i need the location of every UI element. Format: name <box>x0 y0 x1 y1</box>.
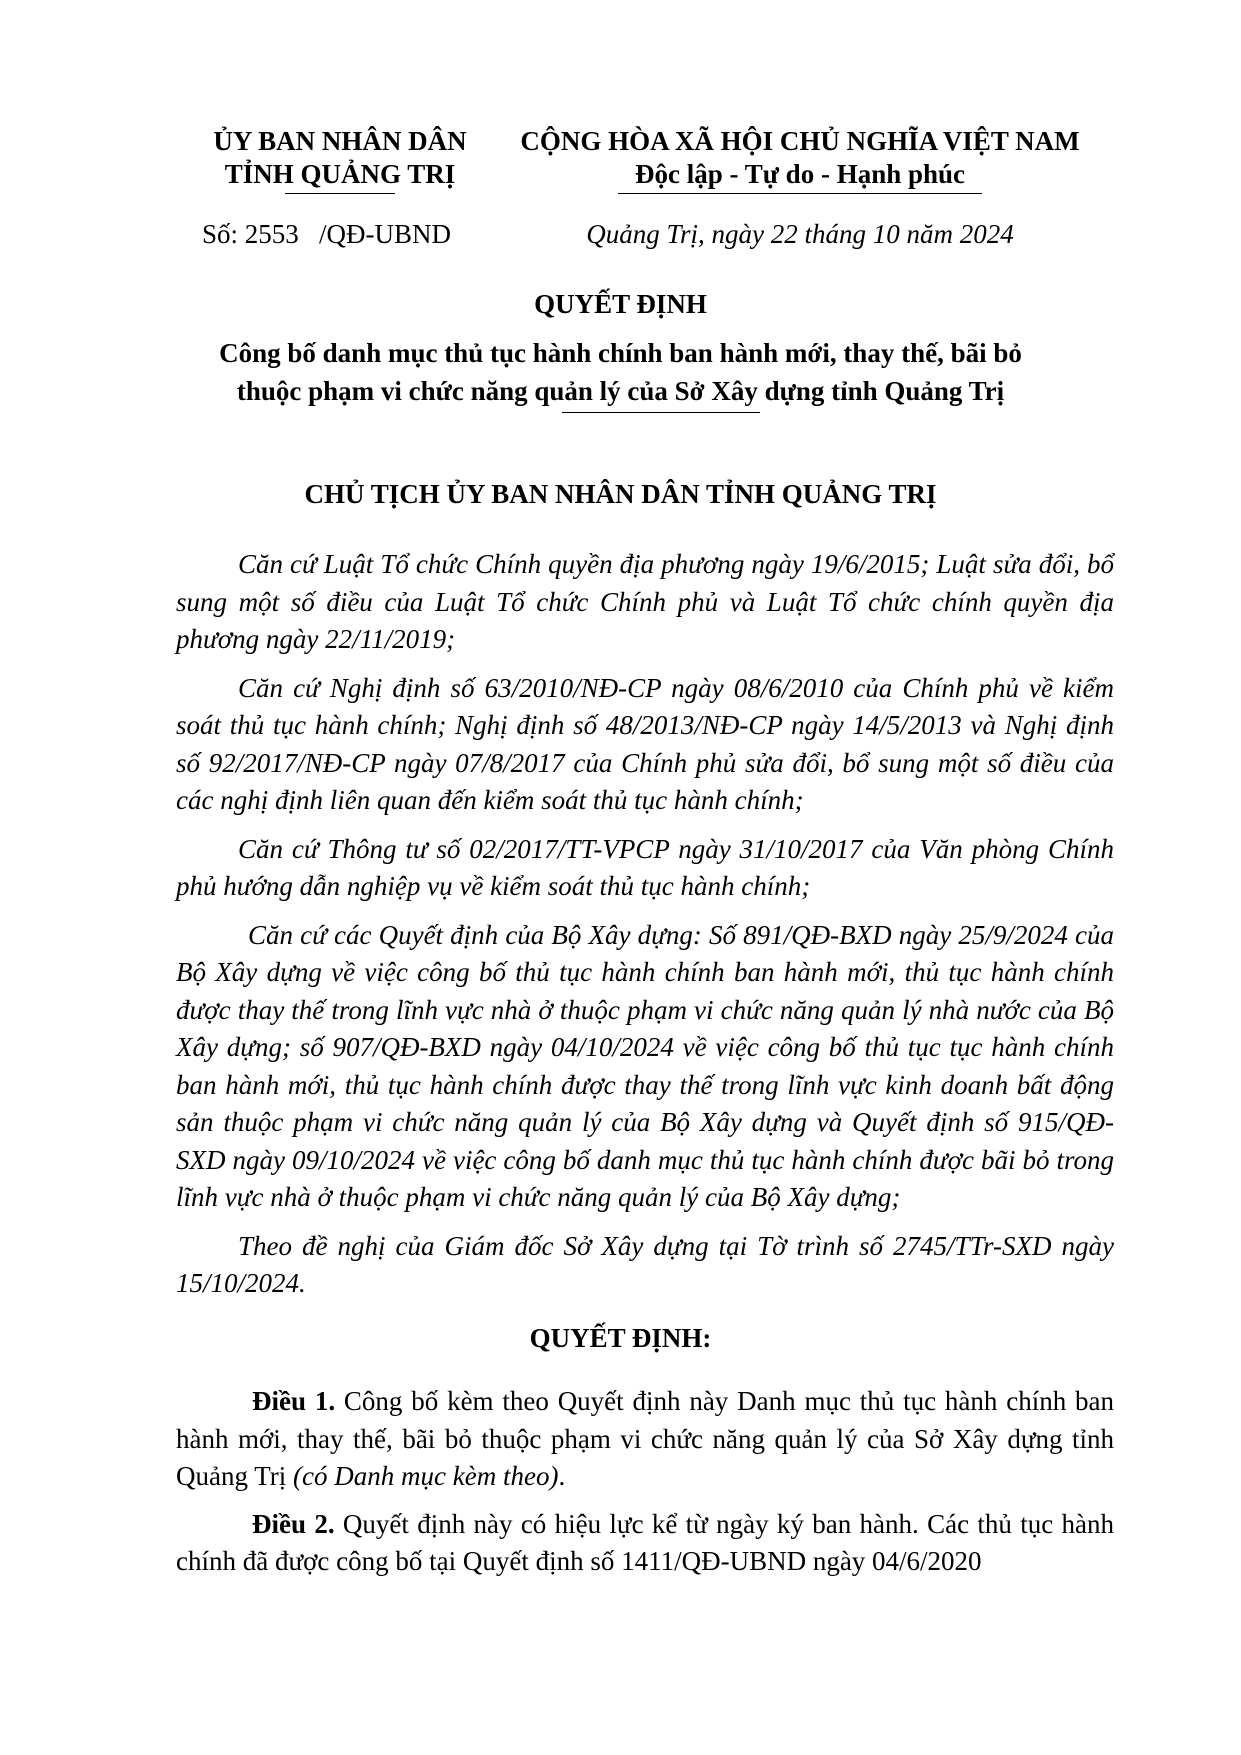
article-note: (có Danh mục kèm theo) <box>293 1461 559 1491</box>
preamble-paragraph: Căn cứ Thông tư số 02/2017/TT-VPCP ngày 31/10/2017 của Văn phòng Chính phủ hướng dẫn nghiệp vụ về kiểm soát thủ tục hành chính; <box>176 833 1114 901</box>
document-subtitle <box>150 334 1091 410</box>
preamble <box>176 546 1114 1314</box>
article-label: Điều 1. <box>252 1386 336 1416</box>
article-text: Quyết định này có hiệu lực kể từ ngày ký ban hành. Các thủ tục hành chính đã được công bố tại Quyết định số 1411/QĐ-UBND ngày 04/6/2020 <box>176 1508 1115 1576</box>
document-title: QUYẾT ĐỊNH <box>534 289 707 319</box>
national-motto-block <box>520 125 1080 194</box>
issuing-authority-block <box>190 125 490 194</box>
preamble-paragraph: Theo đề nghị của Giám đốc Sở Xây dựng tại Tờ trình số 2745/TTr-SXD ngày 15/10/2024. <box>176 1230 1114 1298</box>
national-motto: Độc lập - Tự do - Hạnh phúc <box>634 159 966 189</box>
document-number: Số: 2553 /QĐ-UBND <box>202 219 452 249</box>
article-1 <box>176 1383 1114 1496</box>
article-tail: . <box>558 1461 566 1491</box>
issuing-authority-line2: TỈNH QUẢNG TRỊ <box>224 159 456 189</box>
article-label: Điều 2. <box>252 1508 335 1539</box>
subtitle-line2: thuộc phạm vi chức năng quản lý của Sở Xây dựng tỉnh Quảng Trị <box>236 376 1005 406</box>
authority-heading: CHỦ TỊCH ỦY BAN NHÂN DÂN TỈNH QUẢNG TRỊ <box>304 479 937 509</box>
preamble-paragraph: Căn cứ Luật Tổ chức Chính quyền địa phương ngày 19/6/2015; Luật sửa đổi, bổ sung một số điều của Luật Tổ chức Chính phủ và Luật Tổ chức chính quyền địa phương ngày 22/11/2019; <box>176 549 1114 654</box>
issuing-authority-underline <box>285 193 395 194</box>
subtitle-underline <box>562 412 760 413</box>
subtitle-line1: Công bố danh mục thủ tục hành chính ban hành mới, thay thế, bãi bỏ <box>219 338 1022 368</box>
decides-heading: QUYẾT ĐỊNH: <box>529 1323 712 1353</box>
preamble-paragraph: Căn cứ Nghị định số 63/2010/NĐ-CP ngày 08/6/2010 của Chính phủ về kiểm soát thủ tục hành chính; Nghị định số 48/2013/NĐ-CP ngày 14/5/2013 và Nghị định số 92/2017/NĐ-CP ngày 07/8/2017 của Chính phủ sửa đổi, bổ sung một số điều của các nghị định liên quan đến kiểm soát thủ tục hành chính; <box>176 672 1114 815</box>
national-motto-underline <box>618 193 982 194</box>
national-name: CỘNG HÒA XÃ HỘI CHỦ NGHĨA VIỆT NAM <box>520 126 1080 156</box>
article-2 <box>176 1506 1114 1581</box>
issuing-authority-line1: ỦY BAN NHÂN DÂN <box>213 126 467 156</box>
article-text: Công bố kèm theo Quyết định này Danh mục thủ tục hành chính ban hành mới, thay thế, bãi bỏ thuộc phạm vi chức năng quản lý của Sở Xây dựng tỉnh Quảng Trị <box>176 1386 1114 1491</box>
preamble-paragraph: Căn cứ các Quyết định của Bộ Xây dựng: Số 891/QĐ-BXD ngày 25/9/2024 của Bộ Xây dựng về việc công bố thủ tục hành chính ban hành mới, thủ tục hành chính được thay thế trong lĩnh vực nhà ở thuộc phạm vi chức năng quản lý nhà nước của Bộ Xây dựng; số 907/QĐ-BXD ngày 04/10/2024 về việc công bố thủ tục tục hành chính ban hành mới, thủ tục hành chính được thay thế trong lĩnh vực kinh doanh bất động sản thuộc phạm vi chức năng quản lý của Bộ Xây dựng và Quyết định số 915/QĐ-SXD ngày 09/10/2024 về việc công bố danh mục thủ tục hành chính được bãi bỏ trong lĩnh vực nhà ở thuộc phạm vi chức năng quản lý của Bộ Xây dựng; <box>176 919 1114 1212</box>
place-and-date: Quảng Trị, ngày 22 tháng 10 năm 2024 <box>586 219 1014 249</box>
articles <box>176 1383 1114 1591</box>
